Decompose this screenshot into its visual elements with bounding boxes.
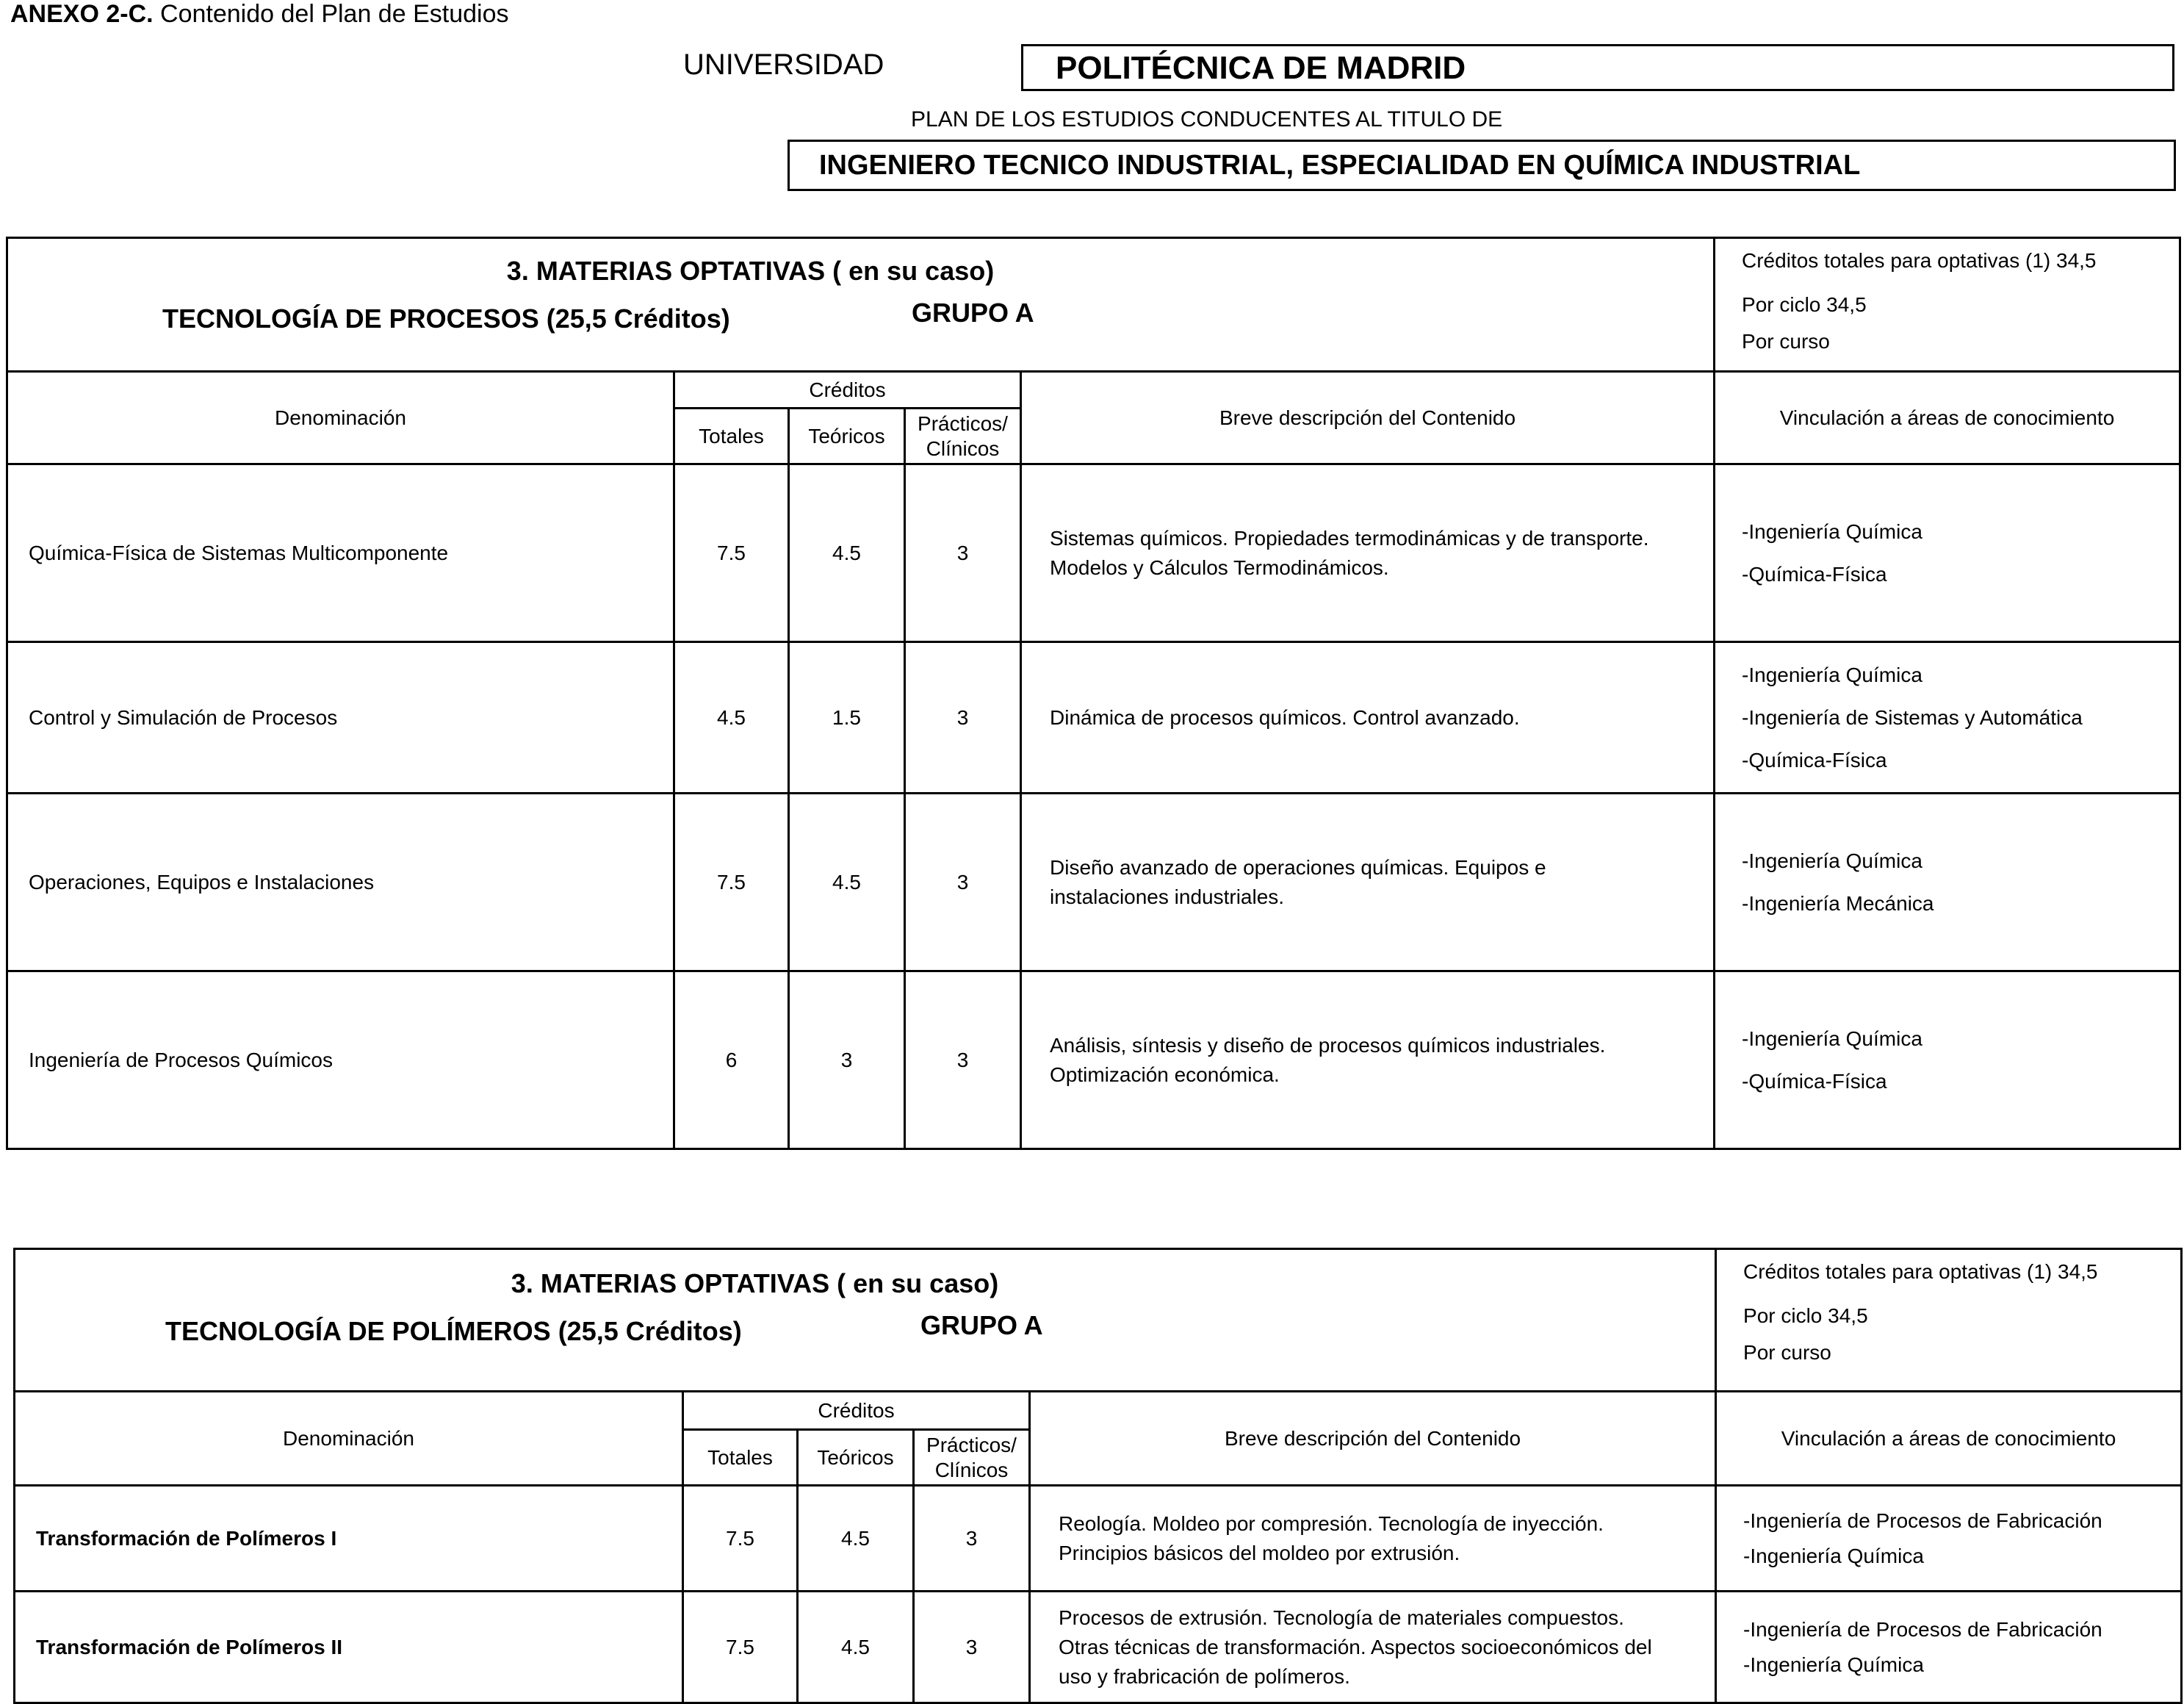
- credits-practicos: 3: [905, 464, 1021, 642]
- knowledge-areas: [1715, 642, 2180, 794]
- credits-totales: 4.5: [674, 642, 789, 794]
- description-line: Principios básicos del moldeo por extrusión.: [1059, 1541, 1460, 1564]
- table-row: [15, 1486, 2182, 1592]
- credits-practicos: 3: [914, 1486, 1030, 1592]
- university-label: UNIVERSIDAD: [683, 48, 884, 81]
- description-line: Optimización económica.: [1050, 1063, 1280, 1086]
- credits-practicos: 3: [905, 642, 1021, 794]
- annex-heading: [10, 0, 508, 29]
- plan-label: PLAN DE LOS ESTUDIOS CONDUCENTES AL TITULO DE: [911, 107, 1503, 132]
- table-row: [15, 1592, 2182, 1703]
- credits-practicos: 3: [914, 1592, 1030, 1703]
- col-descripcion: Breve descripción del Contenido: [1030, 1392, 1716, 1486]
- area-item: -Ingeniería Química: [1742, 520, 1922, 543]
- credits-teoricos: 1.5: [789, 642, 905, 794]
- area-item: -Ingeniería de Procesos de Fabricación: [1743, 1509, 2102, 1532]
- col-vinculacion: Vinculación a áreas de conocimiento: [1716, 1392, 2182, 1486]
- group-label: GRUPO A: [912, 298, 1034, 328]
- subject-name: Ingeniería de Procesos Químicos: [7, 971, 674, 1149]
- subject-description: [1021, 464, 1715, 642]
- credits-total: Créditos totales para optativas (1) 34,5: [1743, 1260, 2098, 1283]
- description-line: Procesos de extrusión. Tecnología de materiales compuestos.: [1059, 1606, 1624, 1629]
- credits-teoricos: 4.5: [789, 464, 905, 642]
- optional-subjects-table-polymers: [13, 1248, 2183, 1704]
- credits-teoricos: 4.5: [798, 1592, 914, 1703]
- col-practicos: Prácticos/ Clínicos: [905, 409, 1021, 464]
- subject-description: [1030, 1486, 1716, 1592]
- section-title: 3. MATERIAS OPTATIVAS ( en su caso): [511, 1268, 999, 1298]
- credits-info-cell: [1716, 1249, 2182, 1392]
- credits-practicos: 3: [905, 794, 1021, 971]
- block-title: TECNOLOGÍA DE PROCESOS (25,5 Créditos): [162, 303, 730, 334]
- degree-title: INGENIERO TECNICO INDUSTRIAL, ESPECIALIDAD EN QUÍMICA INDUSTRIAL: [788, 140, 2176, 191]
- description-line: Análisis, síntesis y diseño de procesos químicos industriales.: [1050, 1033, 1606, 1057]
- table-title-row: [7, 238, 2180, 372]
- col-denominacion: Denominación: [15, 1392, 683, 1486]
- knowledge-areas: [1715, 794, 2180, 971]
- col-vinculacion: Vinculación a áreas de conocimiento: [1715, 372, 2180, 464]
- col-denominacion: Denominación: [7, 372, 674, 464]
- credits-totales: 7.5: [674, 794, 789, 971]
- subject-name: Química-Física de Sistemas Multicomponente: [7, 464, 674, 642]
- group-label: GRUPO A: [920, 1310, 1043, 1340]
- area-item: -Ingeniería Química: [1743, 1653, 1924, 1676]
- per-course: Por curso: [1743, 1341, 1831, 1364]
- credits-teoricos: 4.5: [789, 794, 905, 971]
- section-title: 3. MATERIAS OPTATIVAS ( en su caso): [506, 256, 995, 286]
- credits-totales: 7.5: [674, 464, 789, 642]
- annex-text: Contenido del Plan de Estudios: [153, 0, 509, 28]
- knowledge-areas: [1715, 971, 2180, 1149]
- credits-totales: 7.5: [683, 1486, 798, 1592]
- table-title-cell: [15, 1249, 1716, 1392]
- area-item: -Ingeniería Mecánica: [1742, 891, 1934, 915]
- area-item: -Química-Física: [1742, 562, 1887, 586]
- col-teoricos: Teóricos: [789, 409, 905, 464]
- col-totales: Totales: [683, 1430, 798, 1486]
- description-line: Modelos y Cálculos Termodinámicos.: [1050, 556, 1389, 579]
- col-creditos: Créditos: [683, 1392, 1030, 1430]
- block-title: TECNOLOGÍA DE POLÍMEROS (25,5 Créditos): [165, 1316, 742, 1346]
- subject-name: Transformación de Polímeros I: [15, 1486, 683, 1592]
- table-row: [7, 971, 2180, 1149]
- annex-label: ANEXO 2-C.: [10, 0, 154, 28]
- table-row: [7, 464, 2180, 642]
- col-teoricos: Teóricos: [798, 1430, 914, 1486]
- description-line: uso y frabricación de polímeros.: [1059, 1664, 1350, 1688]
- description-line: Dinámica de procesos químicos. Control avanzado.: [1050, 705, 1520, 729]
- header-row: [7, 372, 2180, 409]
- area-item: -Ingeniería de Procesos de Fabricación: [1743, 1617, 2102, 1641]
- per-cycle: Por ciclo 34,5: [1742, 293, 1867, 316]
- optional-subjects-table-processes: [6, 237, 2181, 1150]
- credits-total: Créditos totales para optativas (1) 34,5: [1742, 249, 2097, 272]
- description-line: Reología. Moldeo por compresión. Tecnología de inyección.: [1059, 1511, 1604, 1535]
- credits-totales: 7.5: [683, 1592, 798, 1703]
- table-title-cell: [7, 238, 1715, 372]
- area-item: -Ingeniería Química: [1742, 1027, 1922, 1050]
- credits-practicos: 3: [905, 971, 1021, 1149]
- subject-name: Transformación de Polímeros II: [15, 1592, 683, 1703]
- knowledge-areas: [1716, 1486, 2182, 1592]
- table-title-row: [15, 1249, 2182, 1392]
- per-course: Por curso: [1742, 330, 1830, 353]
- subject-name: Control y Simulación de Procesos: [7, 642, 674, 794]
- area-item: -Ingeniería Química: [1742, 663, 1922, 686]
- subject-name: Operaciones, Equipos e Instalaciones: [7, 794, 674, 971]
- knowledge-areas: [1715, 464, 2180, 642]
- description-line: Otras técnicas de transformación. Aspectos socioeconómicos del: [1059, 1635, 1652, 1658]
- knowledge-areas: [1716, 1592, 2182, 1703]
- subject-description: [1021, 794, 1715, 971]
- header-row: [15, 1392, 2182, 1430]
- credits-teoricos: 4.5: [798, 1486, 914, 1592]
- per-cycle: Por ciclo 34,5: [1743, 1304, 1868, 1327]
- credits-info-cell: [1715, 238, 2180, 372]
- col-totales: Totales: [674, 409, 789, 464]
- subject-description: [1021, 642, 1715, 794]
- subject-description: [1021, 971, 1715, 1149]
- col-descripcion: Breve descripción del Contenido: [1021, 372, 1715, 464]
- subject-description: [1030, 1592, 1716, 1703]
- university-name: POLITÉCNICA DE MADRID: [1021, 44, 2174, 91]
- area-item: -Ingeniería de Sistemas y Automática: [1742, 705, 2083, 729]
- area-item: -Química-Física: [1742, 1069, 1887, 1093]
- area-item: -Ingeniería Química: [1743, 1544, 1924, 1567]
- area-item: -Química-Física: [1742, 748, 1887, 772]
- area-item: -Ingeniería Química: [1742, 849, 1922, 872]
- col-practicos: Prácticos/ Clínicos: [914, 1430, 1030, 1486]
- description-line: Sistemas químicos. Propiedades termodinámicas y de transporte.: [1050, 526, 1649, 550]
- description-line: instalaciones industriales.: [1050, 885, 1285, 908]
- description-line: Diseño avanzado de operaciones químicas. Equipos e: [1050, 855, 1546, 879]
- credits-totales: 6: [674, 971, 789, 1149]
- col-creditos: Créditos: [674, 372, 1021, 409]
- table-row: [7, 794, 2180, 971]
- credits-teoricos: 3: [789, 971, 905, 1149]
- table-row: [7, 642, 2180, 794]
